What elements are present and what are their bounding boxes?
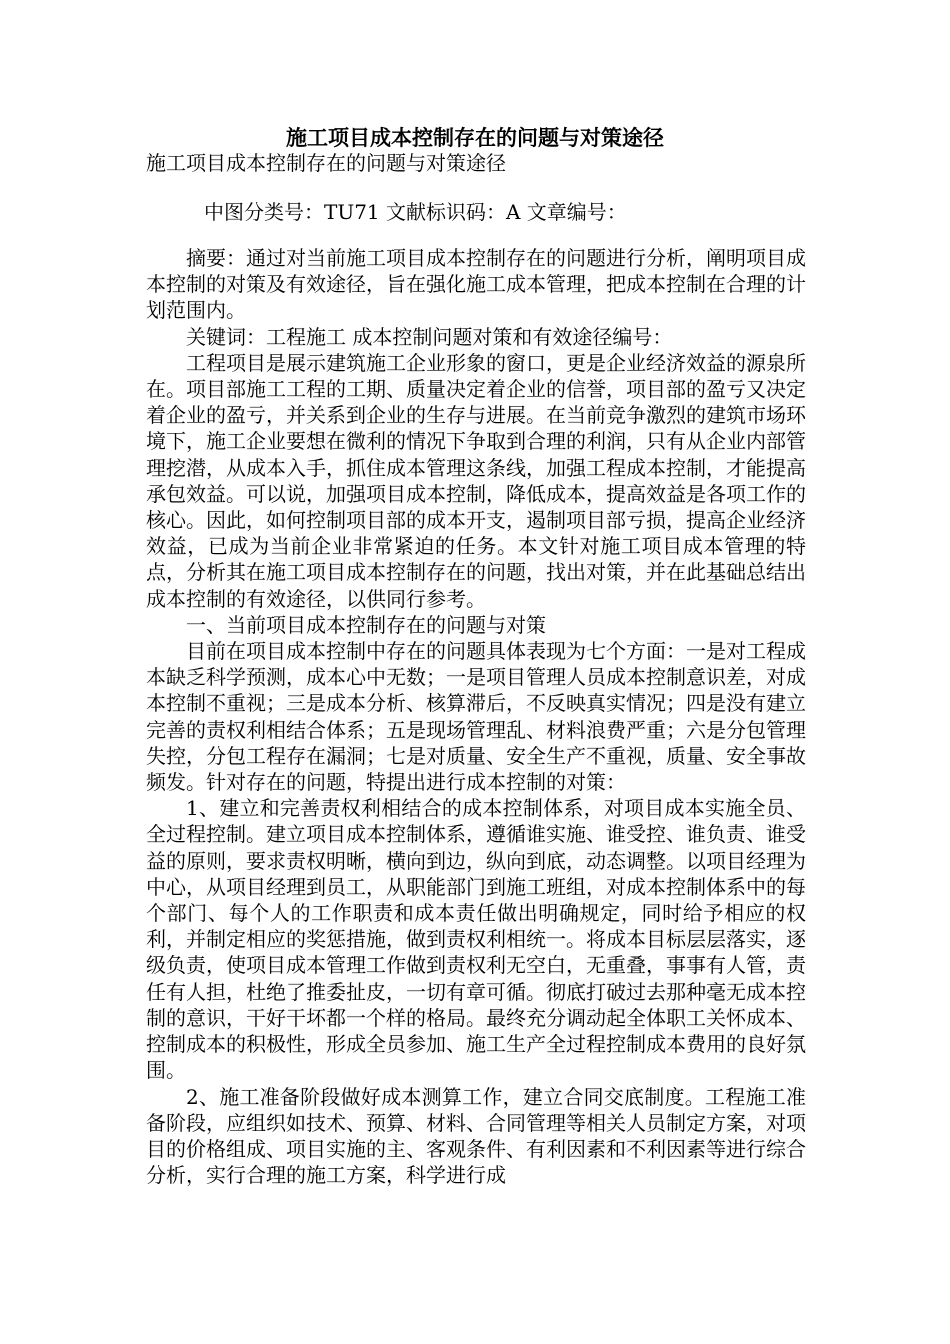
document-body	[146, 245, 806, 1188]
abstract-paragraph: 摘要：通过对当前施工项目成本控制存在的问题进行分析，阐明项目成本控制的对策及有效途径，旨在强化施工成本管理，把成本控制在合理的计划范围内。	[146, 246, 806, 323]
classification-line: 中图分类号：TU71 文献标识码：A 文章编号：	[204, 200, 627, 224]
keywords-paragraph: 关键词：工程施工 成本控制问题对策和有效途径编号：	[186, 324, 673, 349]
document-subtitle: 施工项目成本控制存在的问题与对策途径	[146, 151, 506, 175]
measure-2-paragraph: 2、施工准备阶段做好成本测算工作，建立合同交底制度。工程施工准备阶段，应组织如技术、预算、材料、合同管理等相关人员制定方案，对项目的价格组成、项目实施的主、客观条件、有利因素和不利因素等进行综合分析，实行合理的施工方案，科学进行成	[146, 1084, 806, 1188]
problems-paragraph: 目前在项目成本控制中存在的问题具体表现为七个方面：一是对工程成本缺乏科学预测，成本心中无数；一是项目管理人员成本控制意识差，对成本控制不重视；三是成本分析、核算滞后，不反映真实情况；四是没有建立完善的责权利相结合体系；五是现场管理乱、材料浪费严重；六是分包管理失控，分包工程存在漏洞；七是对质量、安全生产不重视，质量、安全事故频发。针对存在的问题，特提出进行成本控制的对策：	[146, 639, 806, 795]
intro-paragraph: 工程项目是展示建筑施工企业形象的窗口，更是企业经济效益的源泉所在。项目部施工工程的工期、质量决定着企业的信誉，项目部的盈亏又决定着企业的盈亏，并关系到企业的生存与进展。在当前竞争激烈的建筑市场环境下，施工企业要想在微利的情况下争取到合理的利润，只有从企业内部管理挖潜，从成本入手，抓住成本管理这条线，加强工程成本控制，才能提高承包效益。可以说，加强项目成本控制，降低成本，提高效益是各项工作的核心。因此，如何控制项目部的成本开支，遏制项目部亏损，提高企业经济效益，已成为当前企业非常紧迫的任务。本文针对施工项目成本管理的特点，分析其在施工项目成本控制存在的问题，找出对策，并在此基础总结出成本控制的有效途径，以供同行参考。	[146, 350, 806, 611]
document-title: 施工项目成本控制存在的问题与对策途径	[286, 125, 664, 150]
measure-1-paragraph: 1、建立和完善责权利相结合的成本控制体系，对项目成本实施全员、全过程控制。建立项目成本控制体系，遵循谁实施、谁受控、谁负责、谁受益的原则，要求责权明晰，横向到边，纵向到底，动态调整。以项目经理为中心，从项目经理到员工，从职能部门到施工班组，对成本控制体系中的每个部门、每个人的工作职责和成本责任做出明确规定，同时给予相应的权利，并制定相应的奖惩措施，做到责权利相统一。将成本目标层层落实，逐级负责，使项目成本管理工作做到责权利无空白，无重叠，事事有人管，责任有人担，杜绝了推委扯皮，一切有章可循。彻底打破过去那种毫无成本控制的意识，干好干坏都一个样的格局。最终充分调动起全体职工关怀成本、控制成本的积极性，形成全员参加、施工生产全过程控制成本费用的良好氛围。	[146, 796, 806, 1083]
section-heading: 一、当前项目成本控制存在的问题与对策	[186, 612, 546, 637]
